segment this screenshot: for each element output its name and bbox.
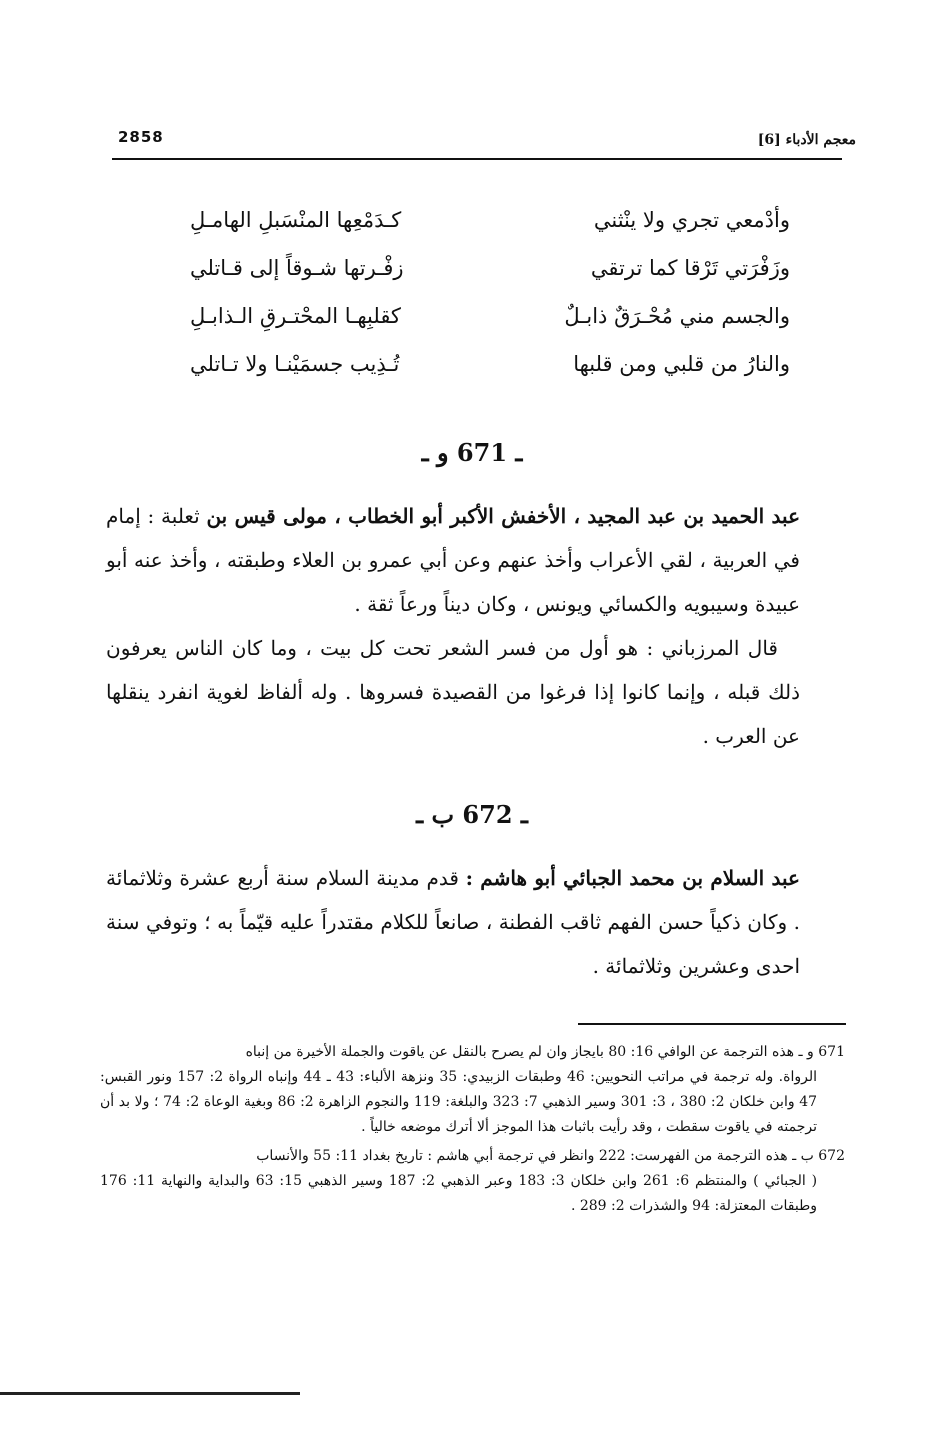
poem-verses [190, 196, 790, 388]
verse-second-half: تُـذِيب جسمَيْنـا ولا تـاتلي [190, 352, 400, 376]
scan-edge-line [0, 1392, 300, 1395]
verse-first-half: وزَفْرَتي تَرْقا كما ترتقي [590, 256, 790, 280]
page-number: 2858 [118, 128, 164, 146]
entry-heading-672: ـ 672 ب ـ [416, 800, 528, 829]
entry-671-lead: عبد الحميد بن عبد المجيد ، الأخفش الأكبر أبو الخطاب ، مولى قيس بن [206, 504, 801, 528]
verse-first-half: وأدْمعي تجري ولا ينْثني [593, 208, 790, 232]
footnote-continuation: الرواة. وله ترجمة في مراتب النحويين: 46 وطبقات الزبيدي: 35 ونزهة الألباء: 43 ـ 44 وإنباه الرواة 2: 157 ونور القبس: 47 وابن خلكان 2: 380 ، 3: 301 وسير الذهبي 7: 323 والبلغة: 119 والنجوم الزاهرة 2: 86 وبغية الوعاة 2: 74 ؛ ولا بد أن ترجمته في ياقوت سقطت ، وقد رأيت باثبات هذا الموجز ألا أترك موضعه خالياً . [100, 1069, 818, 1135]
entry-671-quote: قال المرزباني : هو أول من فسر الشعر تحت كل بيت ، وما كان الناس يعرفون ذلك قبله ، وإنما كانوا إذا فرغوا من القصيدة فسروها . وله ألفاظ لغوية انفرد ينقلها عن العرب . [106, 636, 801, 748]
verse-second-half: كقلبِهـا المحْتـرقِ الـذابـلِ [190, 304, 401, 328]
entry-671-text [106, 494, 800, 758]
entry-672-body: قدم مدينة السلام سنة أربع عشرة وثلاثمائة . وكان ذكياً حسن الفهم ثاقب الفطنة ، صانعاً للكلام مقتدراً عليه قيّماً به ؛ وتوفي سنة احدى وعشرين وثلاثمائة . [106, 866, 800, 978]
footnote-rule [578, 1023, 846, 1025]
footnotes [100, 1040, 845, 1223]
verse-line [190, 340, 790, 388]
running-title: معجم الأدباء [6] [757, 132, 856, 148]
verse-first-half: والنارُ من قلبي ومن قلبها [573, 352, 790, 376]
footnote-continuation: ( الجبائي ) والمنتظم 6: 261 وابن خلكان 3: 183 وعبر الذهبي 2: 187 وسير الذهبي 15: 63 والبداية والنهاية 11: 176 وطبقات المعتزلة: 94 والشذرات 2: 289 . [100, 1173, 818, 1214]
verse-line [190, 244, 790, 292]
entry-671-body: ثعلبة : إمام في العربية ، لقي الأعراب وأخذ عنهم وعن أبي عمرو بن العلاء وطبقته ، وأخذ عنه أبو عبيدة وسيبويه والكسائي ويونس ، وكان ديناً ورعاً ثقة . [106, 504, 800, 616]
header-rule [112, 158, 842, 160]
footnote-671 [100, 1040, 845, 1140]
verse-line [190, 196, 790, 244]
verse-second-half: كـدَمْعِها المنْسَبلِ الهامـلِ [190, 208, 402, 232]
entry-672-lead: عبد السلام بن محمد الجبائي أبو هاشم : [465, 866, 800, 890]
footnote-672 [100, 1144, 845, 1219]
footnote-first-line: 671 و ـ هذه الترجمة عن الوافي 16: 80 بايجاز وان لم يصرح بالنقل عن ياقوت والجملة الأخيرة من إنباه [245, 1044, 845, 1060]
verse-second-half: زفْـرتها شـوقاً إلى قـاتلي [190, 256, 404, 280]
verse-first-half: والجسم مني مُحْـرَقٌ ذابـلٌ [564, 304, 790, 328]
footnote-first-line: 672 ب ـ هذه الترجمة من الفهرست: 222 وانظر في ترجمة أبي هاشم : تاريخ بغداد 11: 55 والأنساب [256, 1148, 845, 1164]
entry-672-text [106, 856, 800, 988]
verse-line [190, 292, 790, 340]
entry-heading-671: ـ 671 و ـ [421, 438, 523, 467]
